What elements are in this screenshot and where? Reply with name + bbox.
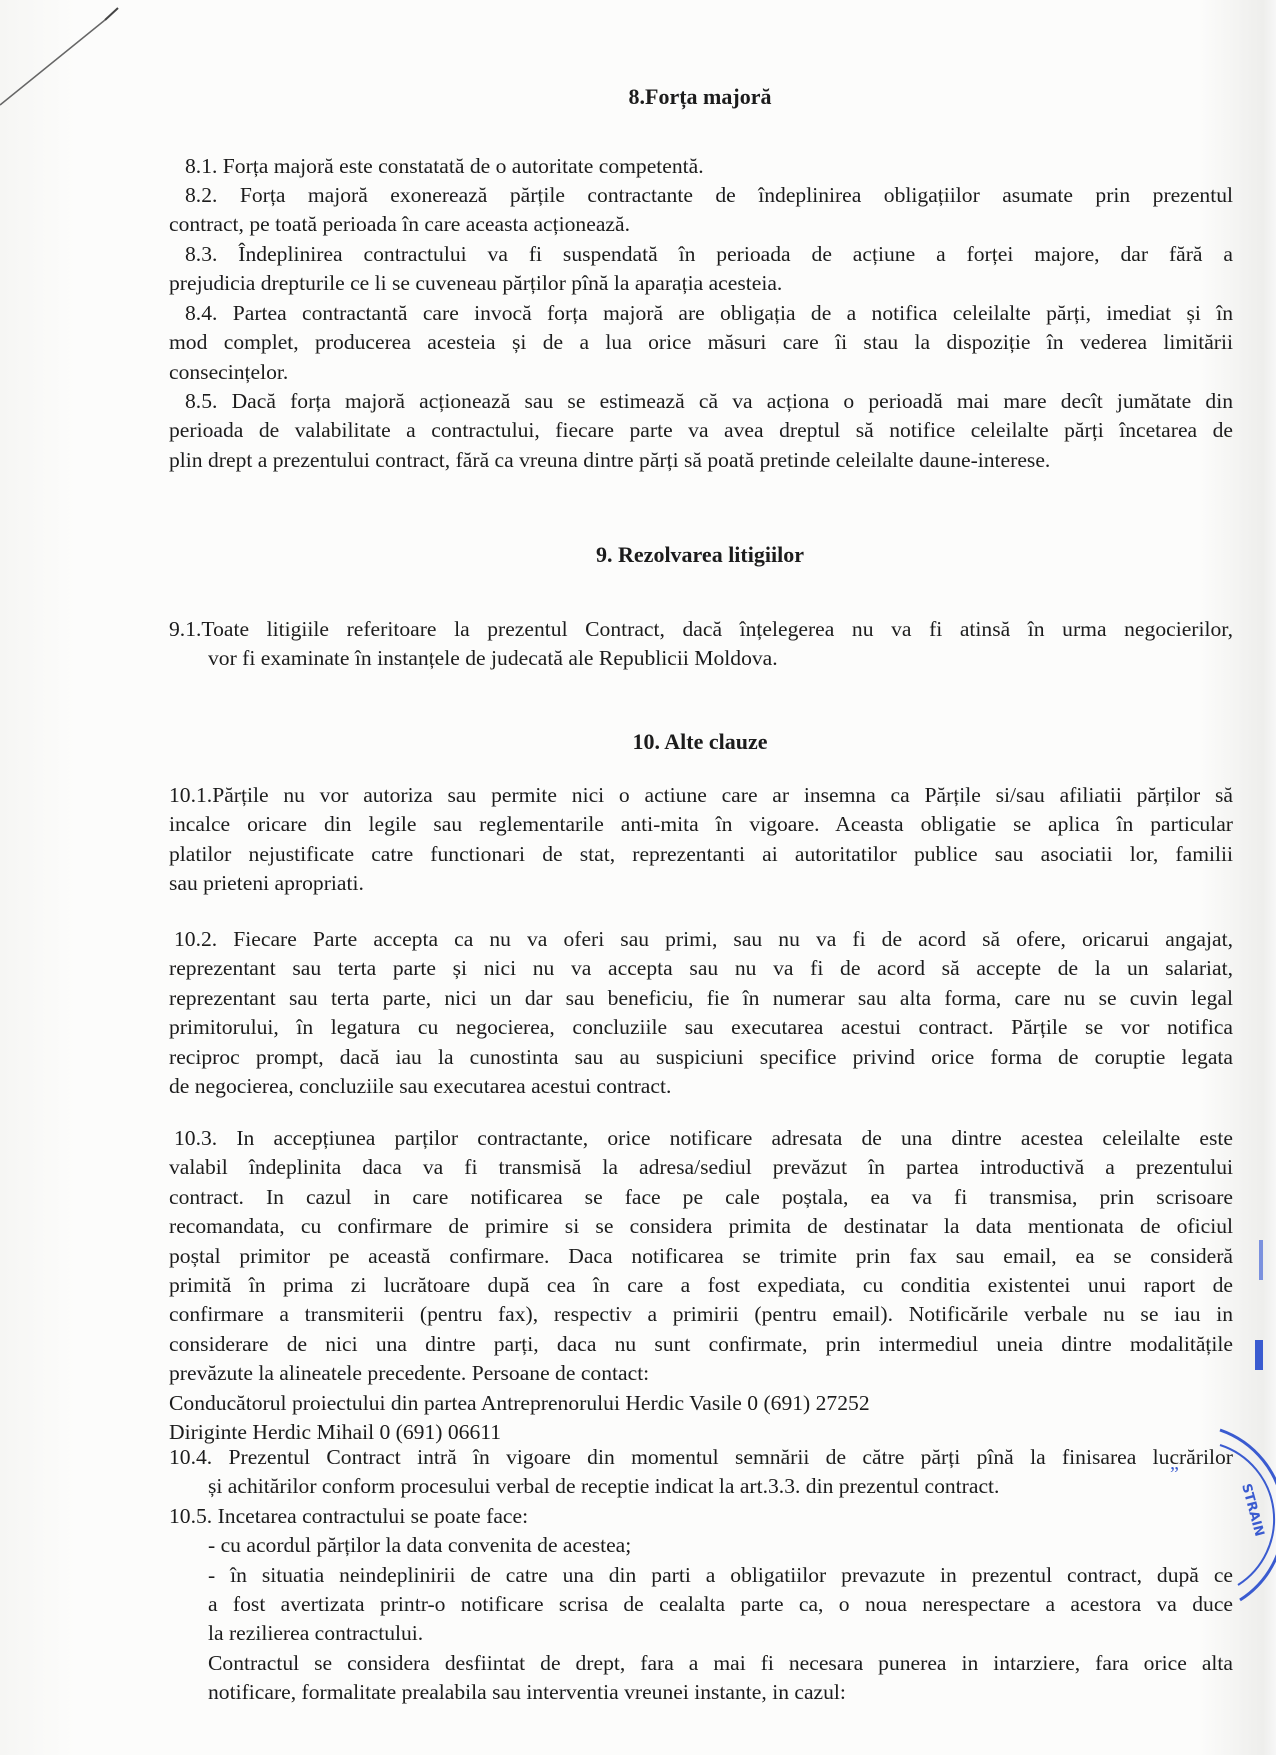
text-line: reciproc prompt, dacă iau la cunostinta sau au suspiciuni specifice privind orice forma de coruptie legata bbox=[169, 1044, 1233, 1069]
text-line: Diriginte Herdic Mihail 0 (691) 06611 bbox=[169, 1419, 502, 1444]
text-line: prejudicia drepturile ce li se cuveneau părților pînă la aparația acesteia. bbox=[169, 271, 783, 296]
text-line: contract, pe toată perioada în care aceasta acționează. bbox=[169, 212, 630, 237]
clause-paragraph bbox=[169, 152, 1233, 181]
text-line: 8.5. Dacă forța majoră acționează sau se estimează că va acționa o perioadă mai mare decît jumătate din bbox=[185, 389, 1233, 413]
text-line: consecințelor. bbox=[169, 359, 289, 384]
section-9-heading: 9. Rezolvarea litigiilor bbox=[596, 542, 804, 567]
stamp-text: STRAIN bbox=[1238, 1482, 1267, 1539]
clause-paragraph bbox=[169, 299, 1233, 387]
clause-paragraph bbox=[169, 1124, 1233, 1447]
round-stamp bbox=[1150, 1410, 1276, 1610]
clause-paragraph bbox=[169, 387, 1233, 475]
section-10-heading: 10. Alte clauze bbox=[632, 729, 768, 754]
text-line: 8.2. Forța majoră exonerează părțile contractante de îndeplinirea obligațiilor asumate prin prezentul bbox=[185, 183, 1233, 207]
text-line: primită în prima zi lucrătoare după cea în care a fost expediata, cu conditia existentei unui raport de bbox=[169, 1272, 1233, 1297]
text-line: reprezentant sau terta parte și nici nu va accepta sau nu va fi de acord să accepte de la un salariat, bbox=[169, 956, 1233, 981]
text-line: valabil îndeplinita daca va fi transmisă la adresa/sediul prevăzut în partea introductivă a prezentului bbox=[169, 1155, 1233, 1180]
text-line: 9.1.Toate litigiile referitoare la prezentul Contract, dacă înțelegerea nu va fi atinsă în urma negocierilor, bbox=[169, 617, 1233, 641]
clause-paragraph bbox=[169, 781, 1233, 899]
text-line: 10.1.Părțile nu vor autoriza sau permite nici o actiune care ar insemna ca Părțile si/sau afiliatii părților să bbox=[169, 783, 1233, 807]
text-line: reprezentant sau terta parte, nici un dar sau beneficiu, fie în numerar sau alta forma, care nu se cuvin legal bbox=[169, 985, 1233, 1010]
text-line: poștal primitor pe această confirmare. Daca notificarea se trimite prin fax sau email, ea se consideră bbox=[169, 1243, 1233, 1268]
text-line: - în situatia neindeplinirii de catre una din parti a obligatiilor prevazute in prezentul contract, după ce bbox=[208, 1562, 1233, 1587]
text-line: incalce oricare din legile sau reglementarile anti-mita în vigoare. Aceasta obligatie se aplica în particular bbox=[169, 812, 1233, 837]
section-8-heading: 8.Forța majoră bbox=[628, 84, 772, 109]
clause-paragraph bbox=[169, 181, 1233, 240]
clause-paragraph bbox=[169, 1443, 1233, 1708]
text-line: și achitărilor conform procesului verbal de receptie indicat la art.3.3. din prezentul contract. bbox=[208, 1474, 1000, 1499]
text-line: prevăzute la alineatele precedente. Persoane de contact: bbox=[169, 1361, 650, 1386]
text-line: Contractul se considera desfiintat de drept, fara a mai fi necesara punerea in intarziere, fara orice alta bbox=[208, 1650, 1233, 1675]
text-line: recomandata, cu confirmare de primire si se considera primita de destinatar la data mentionata de oficiul bbox=[169, 1214, 1233, 1239]
text-line: la rezilierea contractului. bbox=[208, 1621, 424, 1646]
text-line: de negocierea, concluziile sau executarea acestui contract. bbox=[169, 1073, 672, 1098]
text-line: 8.4. Partea contractantă care invocă forța majoră are obligația de a notifica celeilalte părți, imediat și în bbox=[185, 301, 1233, 325]
side-stamp-mark bbox=[1245, 1230, 1276, 1410]
text-line: considerare de nici una dintre parți, daca nu sunt confirmate, prin intermediul uneia dintre modalitățile bbox=[169, 1331, 1233, 1356]
text-line: 10.3. In accepțiunea parților contractante, orice notificare adresata de una dintre acestea celeilalte este bbox=[174, 1126, 1233, 1150]
text-line: a fost avertizata printr-o notificare scrisa de cealalta parte ca, o noua nerespectare a acestora va duce bbox=[208, 1591, 1233, 1616]
text-line: platilor nejustificate catre functionari de stat, reprezentanti ai autoritatilor publice sau asociatii lor, familii bbox=[169, 841, 1233, 866]
text-line: notificare, formalitate prealabila sau interventia vreunei instante, in cazul: bbox=[208, 1680, 846, 1705]
text-line: 10.5. Incetarea contractului se poate face: bbox=[169, 1503, 529, 1528]
text-line: sau prieteni apropriati. bbox=[169, 871, 364, 896]
clause-paragraph bbox=[169, 615, 1233, 674]
text-line: Conducătorul proiectului din partea Antreprenorului Herdic Vasile 0 (691) 27252 bbox=[169, 1390, 870, 1415]
text-line: 10.2. Fiecare Parte accepta ca nu va oferi sau primi, sau nu va fi de acord să ofere, oricarui angajat, bbox=[174, 927, 1233, 951]
text-line: - cu acordul părților la data convenita de acestea; bbox=[208, 1533, 632, 1558]
text-line: 8.3. Îndeplinirea contractului va fi suspendată în perioada de acțiune a forței majore, dar fără a bbox=[185, 242, 1233, 266]
text-line: mod complet, producerea acesteia și de a lua orice măsuri care îi stau la dispoziție în vederea limitării bbox=[169, 330, 1233, 355]
text-line: primitorului, în legatura cu negocierea, concluziile sau executarea acestui contract. Părțile se vor notifica bbox=[169, 1015, 1233, 1040]
text-line: perioada de valabilitate a contractului, fiecare parte va avea dreptul să notifice celeilalte părți încetarea de bbox=[169, 418, 1233, 443]
text-line: contract. In cazul in care notificarea se face pe cale poștala, ea va fi transmisa, prin scrisoare bbox=[169, 1184, 1233, 1209]
svg-text:”: ” bbox=[1170, 1463, 1179, 1485]
text-line: 10.4. Prezentul Contract intră în vigoare din momentul semnării de către părți pînă la finisarea lucrărilor bbox=[169, 1445, 1233, 1469]
clause-paragraph bbox=[169, 240, 1233, 299]
clause-paragraph bbox=[169, 925, 1233, 1101]
text-line: confirmare a transmiterii (pentru fax), respectiv a primirii (pentru email). Notificările verbale nu se iau in bbox=[169, 1302, 1233, 1327]
text-line: 8.1. Forța majoră este constatată de o autoritate competentă. bbox=[185, 154, 704, 178]
text-line: plin drept a prezentului contract, fără ca vreuna dintre părți să poată pretinde celeilalte daune-interese. bbox=[169, 447, 1051, 472]
text-line: vor fi examinate în instanțele de judecată ale Republicii Moldova. bbox=[208, 646, 778, 671]
